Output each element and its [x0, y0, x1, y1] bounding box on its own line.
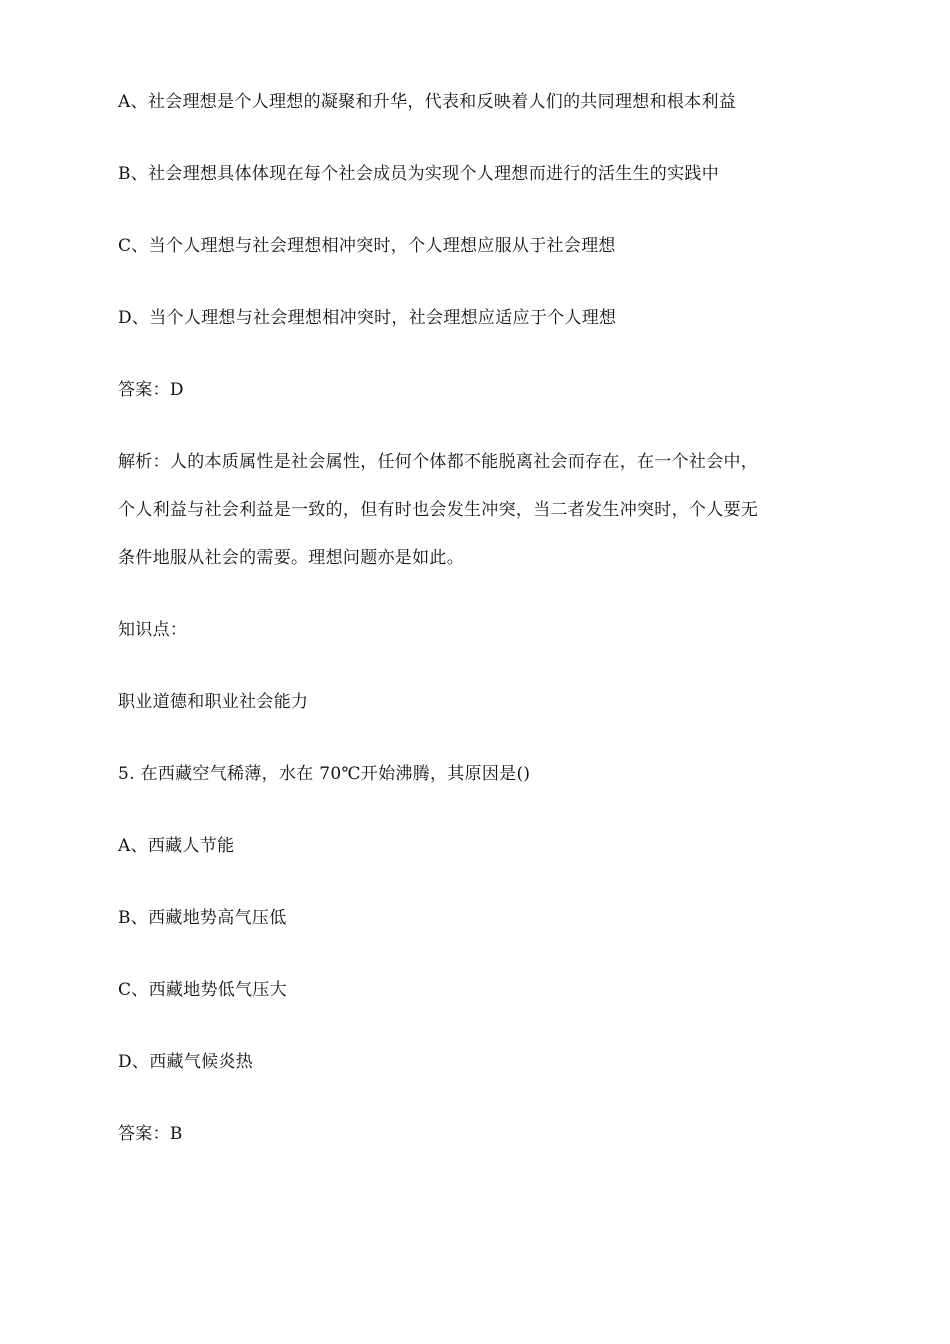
q4-knowledge-value: 职业道德和职业社会能力 — [118, 692, 309, 712]
q4-analysis-line-3: 条件地服从社会的需要。理想问题亦是如此。 — [118, 548, 464, 568]
q5-answer: 答案：B — [118, 1124, 183, 1144]
q5-question: 5. 在西藏空气稀薄，水在 70℃开始沸腾，其原因是() — [118, 764, 531, 784]
q4-analysis-line-2: 个人利益与社会利益是一致的，但有时也会发生冲突，当二者发生冲突时，个人要无 — [118, 500, 759, 520]
q5-option-d: D、西藏气候炎热 — [118, 1052, 254, 1072]
q4-option-a: A、社会理想是个人理想的凝聚和升华，代表和反映着人们的共同理想和根本利益 — [118, 92, 737, 112]
q4-analysis-line-1: 解析：人的本质属性是社会属性，任何个体都不能脱离社会而存在，在一个社会中， — [118, 452, 759, 472]
q5-option-a: A、西藏人节能 — [118, 836, 235, 856]
q5-option-b: B、西藏地势高气压低 — [118, 908, 287, 928]
q4-answer: 答案：D — [118, 380, 184, 400]
q5-option-c: C、西藏地势低气压大 — [118, 980, 288, 1000]
q4-option-c: C、当个人理想与社会理想相冲突时，个人理想应服从于社会理想 — [118, 236, 616, 256]
q4-option-d: D、当个人理想与社会理想相冲突时，社会理想应适应于个人理想 — [118, 308, 617, 328]
q4-knowledge-label: 知识点： — [118, 620, 188, 640]
q4-option-b: B、社会理想具体体现在每个社会成员为实现个人理想而进行的活生生的实践中 — [118, 164, 719, 184]
